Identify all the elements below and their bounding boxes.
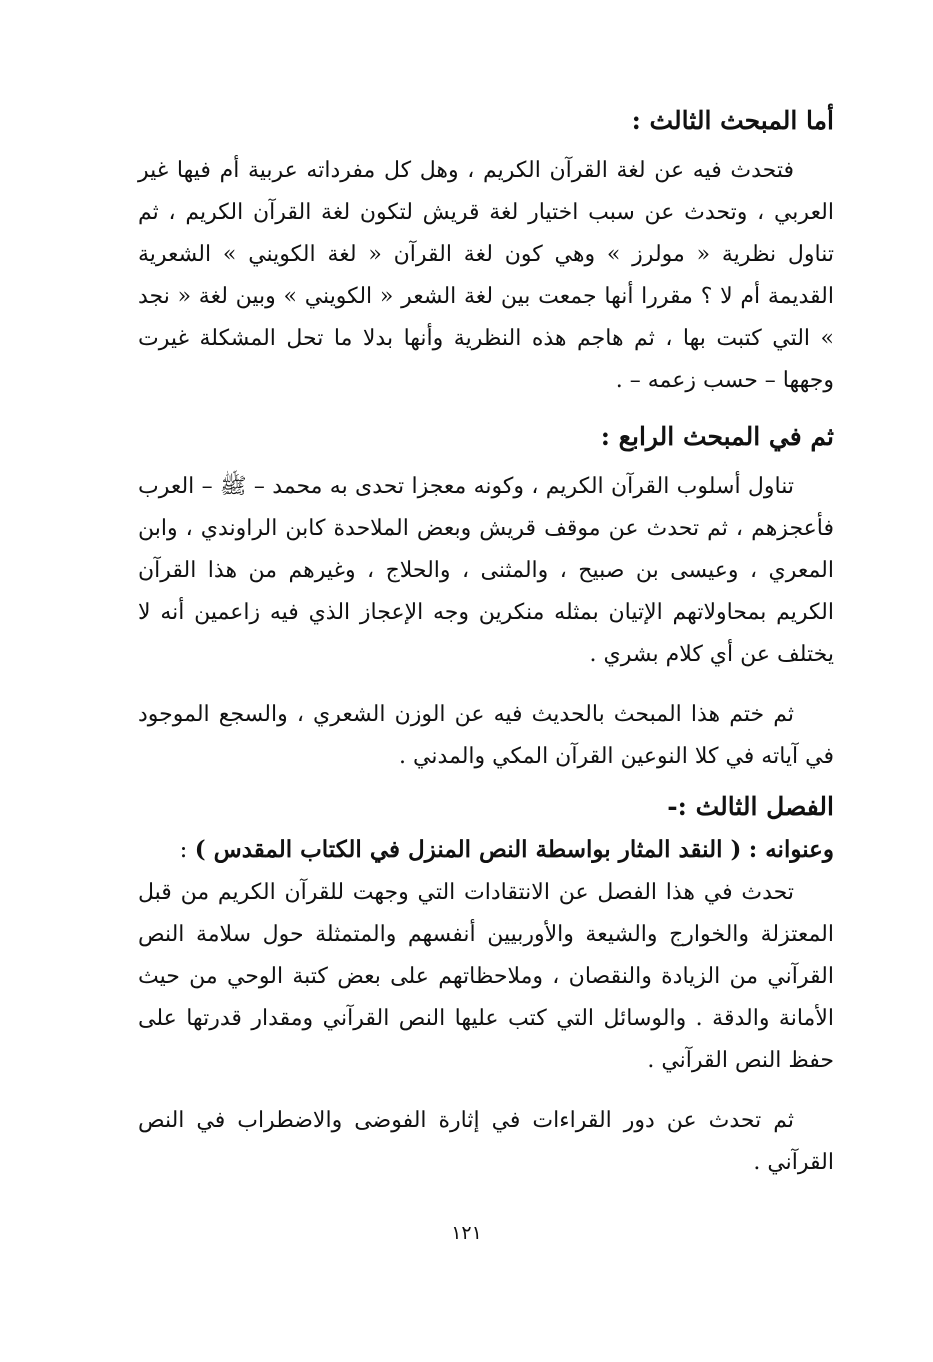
chapter3-title-suffix: : [179, 837, 188, 863]
chapter3-title-label: وعنوانه : [748, 836, 834, 863]
section4-paragraph-1: تناول أسلوب القرآن الكريم ، وكونه معجزا تحدى به محمد – ﷺ – العرب فأعجزهم ، ثم تحدث عن موقف قريش وبعض الملاحدة كابن الراوندي ، وابن المعري ، وعيسى بن صبيح ، والمثنى ، والحلاج ، وغيرهم من هذا القرآن الكريم بمحاولاتهم الإتيان بمثله منكرين وجه الإعجاز الذي فيه زاعمين أنه لا يختلف عن أي كلام بشري . [138, 474, 834, 667]
section3-heading: أما المبحث الثالث : [631, 106, 834, 135]
page-number: ١٢١ [451, 1222, 482, 1244]
section3-paragraph: فتحدث فيه عن لغة القرآن الكريم ، وهل كل مفرداته عربية أم فيها غير العربي ، وتحدث عن سبب اختيار لغة قريش لتكون لغة القرآن الكريم ، ثم تناول نظرية « مولرز » وهي كون لغة القرآن « لغة الكويني » الشعرية القديمة أم لا ؟ مقررا أنها جمعت بين لغة الشعر « الكويني » وبين لغة « نجد » التي كتبت بها ، ثم هاجم هذه النظرية وأنها بدلا ما تحل المشكلة غيرت وجهها – حسب زعمه – . [138, 158, 834, 393]
chapter3-paragraph-1: تحدث في هذا الفصل عن الانتقادات التي وجهت للقرآن الكريم من قبل المعتزلة والخوارج والشيعة والأوربيين أنفسهم والمتمثلة حول سلامة النص القرآني من الزيادة والنقصان ، وملاحظاتهم على بعض كتبة الوحي من حيث الأمانة والدقة . والوسائل التي كتب عليها النص القرآني ومقدار قدرتها على حفظ النص القرآني . [138, 880, 834, 1073]
chapter3-title-text: ( النقد المثار بواسطة النص المنزل في الكتاب المقدس ) [194, 836, 742, 863]
document-page [138, 100, 834, 1184]
chapter3-paragraph-2: ثم تحدث عن دور القراءات في إثارة الفوضى والاضطراب في النص القرآني . [138, 1108, 834, 1175]
chapter3-heading: الفصل الثالث :- [667, 792, 834, 821]
section4-paragraph-2: ثم ختم هذا المبحث بالحديث فيه عن الوزن الشعري ، والسجع الموجود في آياته في كلا النوعين القرآن المكي والمدني . [138, 702, 834, 769]
chapter3-title-line [138, 828, 834, 872]
section4-heading: ثم في المبحث الرابع : [600, 422, 834, 451]
